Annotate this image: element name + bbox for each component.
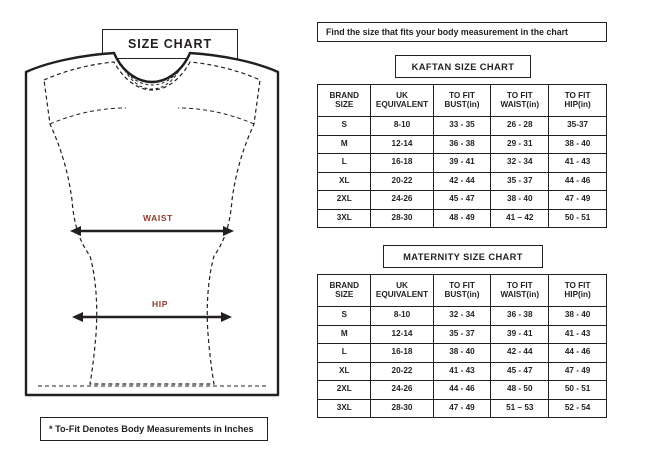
column-header-line1: TO FIT: [564, 90, 591, 100]
maternity-chart-heading-box: [383, 245, 543, 268]
page-title: SIZE CHART: [128, 37, 212, 51]
cell-bust: 45 - 47: [433, 191, 491, 210]
cell-uk: 20-22: [371, 362, 433, 381]
hip-label: HIP: [152, 299, 168, 309]
table-row: [318, 154, 607, 173]
table-header-row: [318, 85, 607, 117]
cell-hip: 38 - 40: [549, 307, 607, 326]
column-header-brand-size: [318, 85, 371, 117]
cell-uk: 8-10: [371, 117, 433, 136]
cell-waist: 35 - 37: [491, 172, 549, 191]
column-header-line1: TO FIT: [506, 90, 533, 100]
cell-hip: 38 - 40: [549, 135, 607, 154]
cell-hip: 50 - 51: [549, 209, 607, 228]
maternity-chart-heading: MATERNITY SIZE CHART: [403, 251, 523, 262]
column-header-line2: SIZE: [335, 99, 354, 109]
garment-illustration-panel: [0, 0, 300, 466]
cell-bust: 35 - 37: [433, 325, 491, 344]
cell-waist: 26 - 28: [491, 117, 549, 136]
cell-bust: 41 - 43: [433, 362, 491, 381]
column-header-line2: BUST(in): [444, 289, 480, 299]
column-header-waist: [491, 275, 549, 307]
column-header-line2: WAIST(in): [500, 289, 540, 299]
cell-waist: 48 - 50: [491, 381, 549, 400]
table-row: [318, 209, 607, 228]
cell-brand-size: M: [318, 135, 371, 154]
table-row: [318, 172, 607, 191]
table-row: [318, 117, 607, 136]
column-header-line2: BUST(in): [444, 99, 480, 109]
table-row: [318, 307, 607, 326]
cell-bust: 44 - 46: [433, 381, 491, 400]
instruction-box: [317, 22, 607, 42]
kaftan-garment-diagram: [18, 50, 286, 400]
cell-hip: 44 - 46: [549, 344, 607, 363]
cell-hip: 41 - 43: [549, 154, 607, 173]
cell-hip: 35-37: [549, 117, 607, 136]
column-header-line1: TO FIT: [449, 90, 475, 100]
footnote-box: [40, 417, 268, 441]
cell-brand-size: L: [318, 154, 371, 173]
cell-bust: 48 - 49: [433, 209, 491, 228]
kaftan-chart-heading: KAFTAN SIZE CHART: [411, 61, 515, 72]
cell-uk: 12-14: [371, 135, 433, 154]
cell-brand-size: M: [318, 325, 371, 344]
cell-brand-size: 3XL: [318, 209, 371, 228]
cell-bust: 39 - 41: [433, 154, 491, 173]
cell-bust: 38 - 40: [433, 344, 491, 363]
cell-brand-size: XL: [318, 362, 371, 381]
cell-waist: 32 - 34: [491, 154, 549, 173]
cell-waist: 51 – 53: [491, 399, 549, 418]
size-tables-panel: [300, 0, 658, 466]
table-row: [318, 325, 607, 344]
cell-bust: 47 - 49: [433, 399, 491, 418]
kaftan-chart-heading-box: [395, 55, 531, 78]
cell-brand-size: S: [318, 117, 371, 136]
cell-uk: 28-30: [371, 399, 433, 418]
table-row: [318, 362, 607, 381]
column-header-line2: EQUIVALENT: [375, 99, 429, 109]
column-header-hip: [549, 275, 607, 307]
cell-brand-size: XL: [318, 172, 371, 191]
cell-bust: 42 - 44: [433, 172, 491, 191]
column-header-uk-equivalent: [371, 85, 433, 117]
cell-waist: 39 - 41: [491, 325, 549, 344]
cell-waist: 41 – 42: [491, 209, 549, 228]
cell-uk: 20-22: [371, 172, 433, 191]
column-header-line1: UK: [396, 90, 408, 100]
column-header-bust: [433, 85, 491, 117]
table-row: [318, 191, 607, 210]
cell-waist: 45 - 47: [491, 362, 549, 381]
table-header-row: [318, 275, 607, 307]
maternity-size-table: [317, 274, 607, 418]
cell-hip: 52 - 54: [549, 399, 607, 418]
cell-brand-size: 3XL: [318, 399, 371, 418]
cell-uk: 8-10: [371, 307, 433, 326]
cell-hip: 47 - 49: [549, 362, 607, 381]
cell-bust: 33 - 35: [433, 117, 491, 136]
column-header-brand-size: [318, 275, 371, 307]
cell-uk: 16-18: [371, 344, 433, 363]
column-header-hip: [549, 85, 607, 117]
cell-waist: 36 - 38: [491, 307, 549, 326]
cell-uk: 28-30: [371, 209, 433, 228]
instruction-text: Find the size that fits your body measurement in the chart: [326, 27, 568, 37]
column-header-line2: HIP(in): [564, 99, 591, 109]
column-header-line2: WAIST(in): [500, 99, 540, 109]
column-header-line2: EQUIVALENT: [375, 289, 429, 299]
cell-brand-size: 2XL: [318, 381, 371, 400]
cell-hip: 50 - 51: [549, 381, 607, 400]
cell-hip: 47 - 49: [549, 191, 607, 210]
table-row: [318, 381, 607, 400]
cell-waist: 42 - 44: [491, 344, 549, 363]
table-row: [318, 135, 607, 154]
cell-uk: 12-14: [371, 325, 433, 344]
cell-hip: 44 - 46: [549, 172, 607, 191]
cell-uk: 16-18: [371, 154, 433, 173]
cell-brand-size: S: [318, 307, 371, 326]
cell-uk: 24-26: [371, 381, 433, 400]
column-header-line1: TO FIT: [506, 280, 533, 290]
cell-waist: 29 - 31: [491, 135, 549, 154]
column-header-uk-equivalent: [371, 275, 433, 307]
cell-brand-size: L: [318, 344, 371, 363]
column-header-line1: TO FIT: [449, 280, 475, 290]
cell-bust: 36 - 38: [433, 135, 491, 154]
waist-label: WAIST: [143, 213, 173, 223]
cell-brand-size: 2XL: [318, 191, 371, 210]
column-header-line1: UK: [396, 280, 408, 290]
column-header-waist: [491, 85, 549, 117]
table-row: [318, 399, 607, 418]
kaftan-size-table: [317, 84, 607, 228]
column-header-bust: [433, 275, 491, 307]
cell-uk: 24-26: [371, 191, 433, 210]
cell-waist: 38 - 40: [491, 191, 549, 210]
footnote-text: * To-Fit Denotes Body Measurements in Inches: [49, 424, 254, 434]
column-header-line1: BRAND: [329, 90, 360, 100]
column-header-line2: SIZE: [335, 289, 354, 299]
cell-bust: 32 - 34: [433, 307, 491, 326]
column-header-line2: HIP(in): [564, 289, 591, 299]
table-row: [318, 344, 607, 363]
column-header-line1: BRAND: [329, 280, 360, 290]
column-header-line1: TO FIT: [564, 280, 591, 290]
cell-hip: 41 - 43: [549, 325, 607, 344]
garment-outline: [26, 53, 278, 395]
